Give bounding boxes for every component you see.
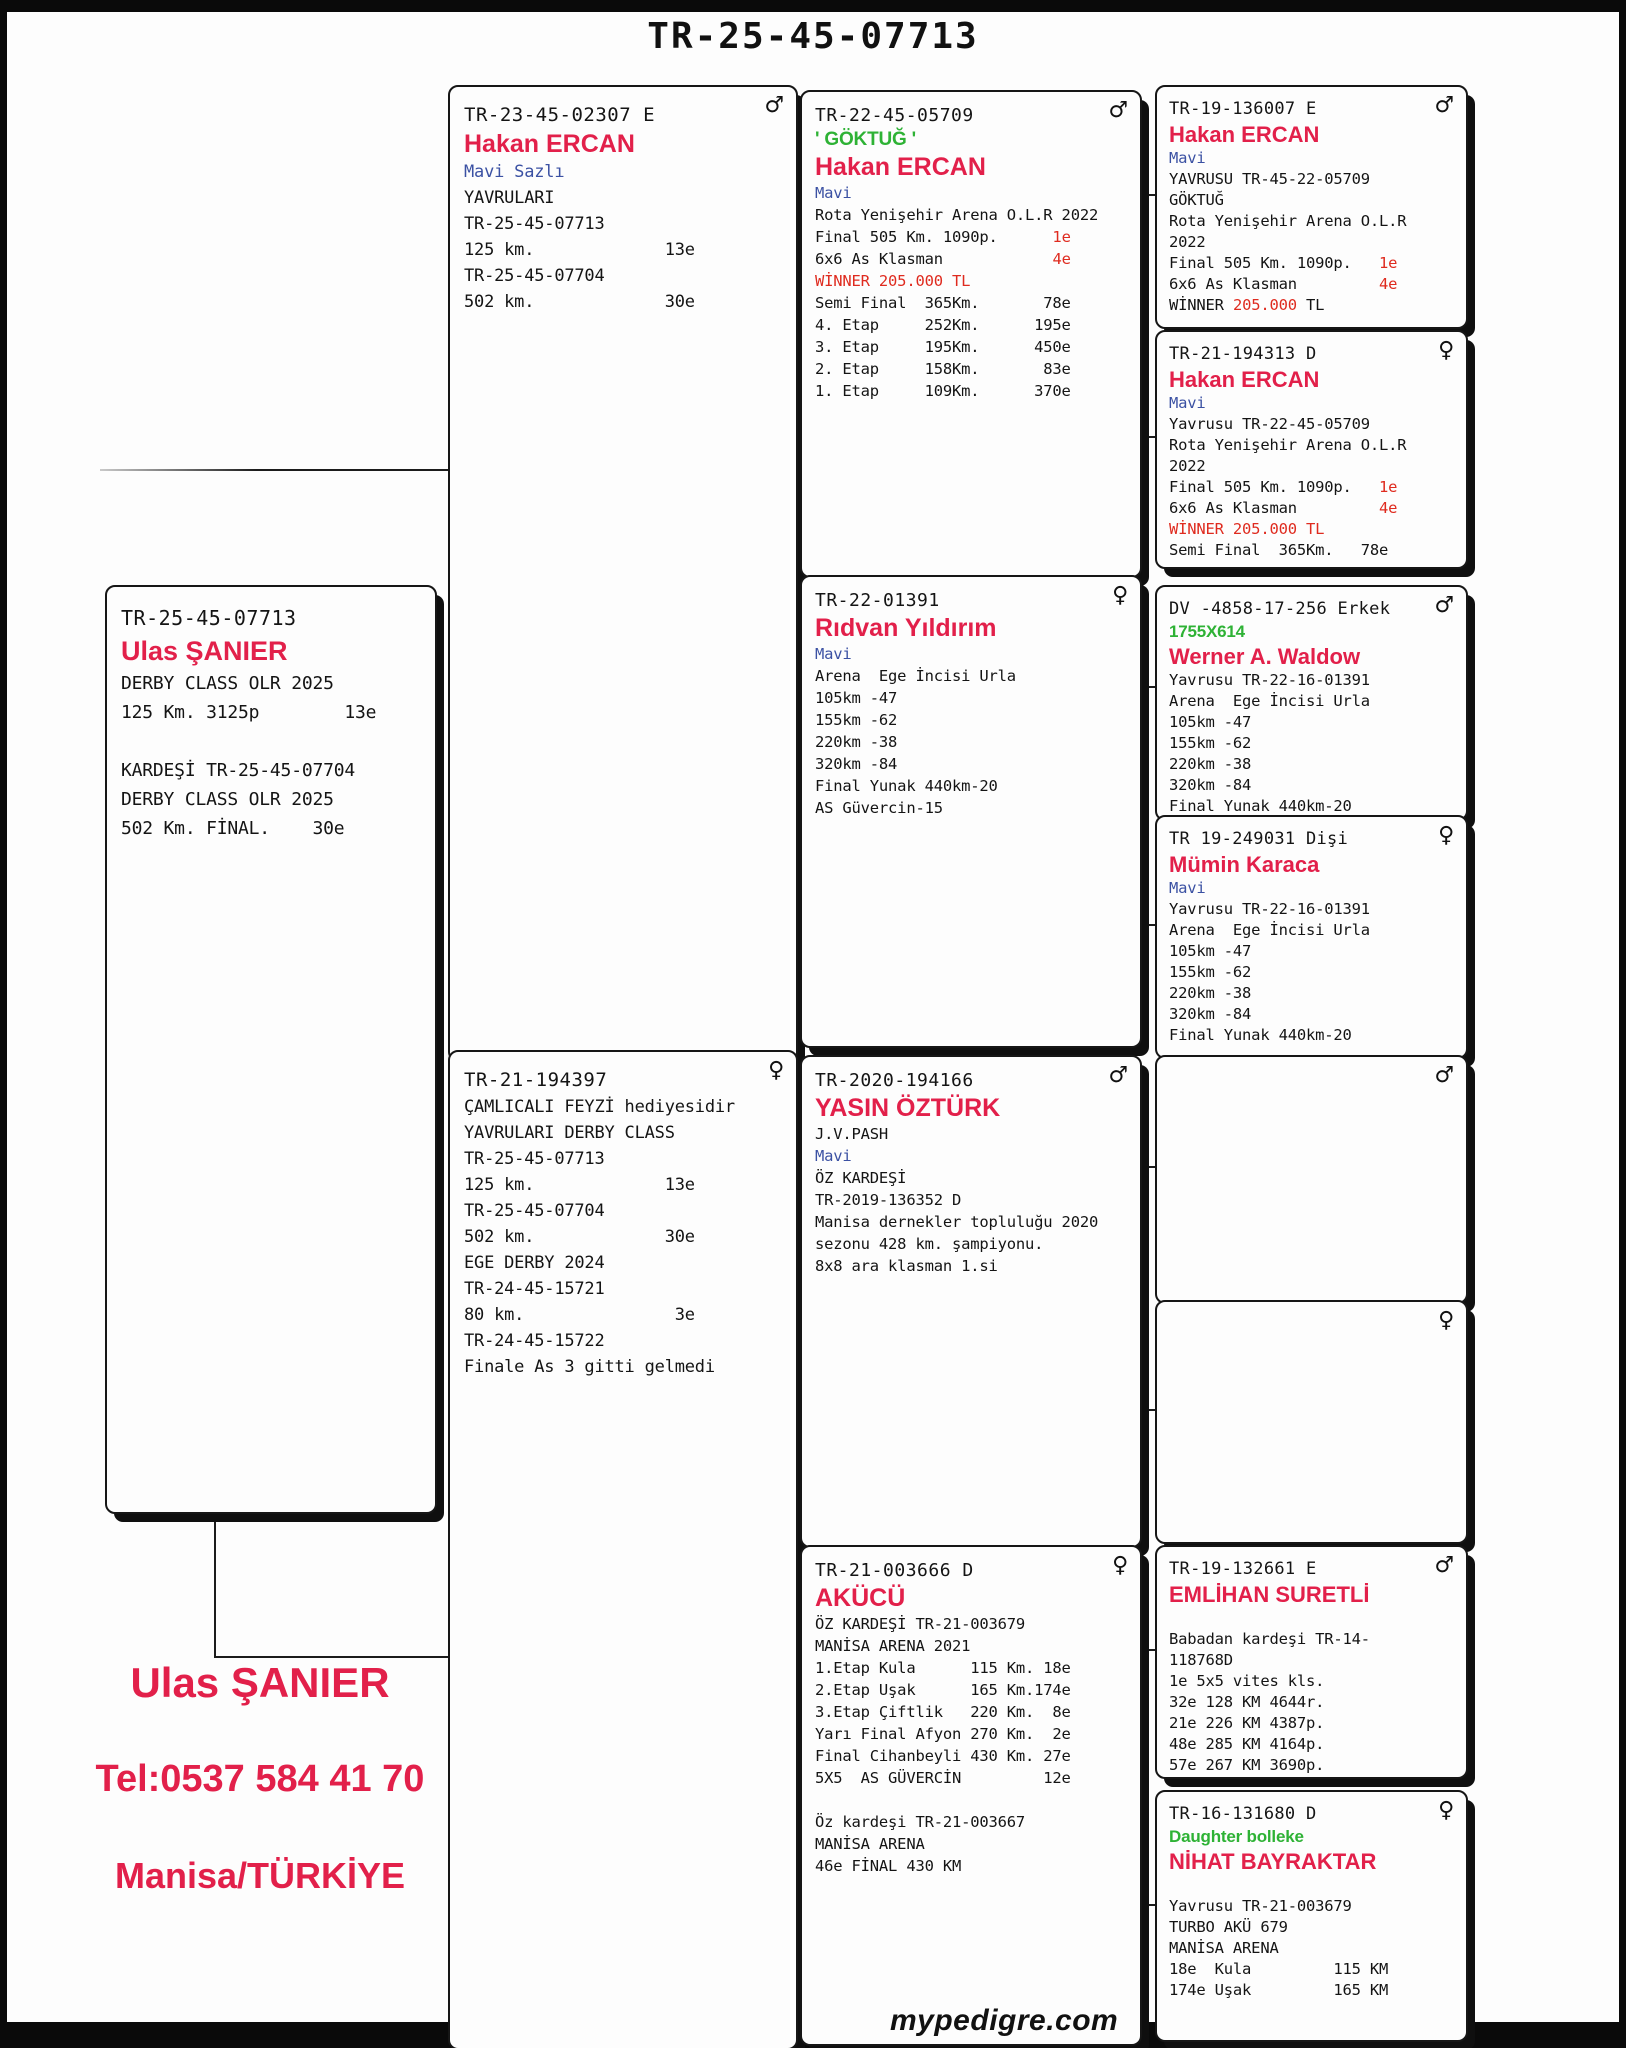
pedigree-line: YAVRUSU TR-45-22-05709	[1169, 170, 1370, 188]
pedigree-line: 125 km. 13e	[464, 1175, 695, 1195]
pedigree-line: Yarı Final Afyon 270 Km. 2e	[815, 1725, 1071, 1743]
pedigree-line: Arena Ege İncisi Urla	[815, 667, 1016, 685]
pedigree-line: NİHAT BAYRAKTAR	[1169, 1849, 1377, 1874]
pedigree-line: 32e 128 KM 4644r.	[1169, 1693, 1325, 1711]
pedigree-line: Yavrusu TR-22-16-01391	[1169, 900, 1370, 918]
pedigree-line: Rota Yenişehir Arena O.L.R	[1169, 436, 1407, 454]
pedigree-line: 6x6 As Klasman 4e	[1169, 499, 1398, 517]
pedigree-line: 2022	[1169, 233, 1206, 251]
pedigree-line: 21e 226 KM 4387p.	[1169, 1714, 1325, 1732]
pedigree-line: WİNNER 205.000 TL	[815, 272, 971, 290]
pedigree-line: Yavrusu TR-22-16-01391	[1169, 671, 1370, 689]
pedigree-box-g4-1	[1155, 85, 1468, 329]
pedigree-line: Öz kardeşi TR-21-003667	[815, 1813, 1026, 1831]
pedigree-line: TR-25-45-07713	[464, 214, 605, 234]
pedigree-line: Werner A. Waldow	[1169, 644, 1361, 669]
pedigree-line: 220km -38	[815, 733, 898, 751]
pedigree-line: 4. Etap 252Km. 195e	[815, 316, 1071, 334]
pedigree-line: 3.Etap Çiftlik 220 Km. 8e	[815, 1703, 1071, 1721]
pedigree-line: J.V.PASH	[815, 1125, 889, 1143]
pedigree-line: Yavrusu TR-21-003679	[1169, 1897, 1352, 1915]
pedigree-line: 105km -47	[1169, 713, 1252, 731]
male-symbol-icon: ♂	[764, 93, 784, 118]
pedigree-line: WİNNER 205.000 TL	[1169, 520, 1325, 538]
pedigree-line: sezonu 428 km. şampiyonu.	[815, 1235, 1044, 1253]
pedigree-line: YAVRULARI	[464, 188, 555, 208]
pedigree-line: MANİSA ARENA	[1169, 1939, 1279, 1957]
pedigree-line: TR-19-132661 E	[1169, 1559, 1317, 1579]
pedigree-line: Mavi	[815, 184, 852, 202]
pedigree-box-g3-2	[800, 575, 1142, 1048]
female-symbol-icon: ♀	[1438, 1308, 1454, 1333]
pedigree-line: 1.Etap Kula 115 Km. 18e	[815, 1659, 1071, 1677]
pedigree-line: TR 19-249031 Dişi	[1169, 829, 1349, 849]
pedigree-line: 220km -38	[1169, 755, 1252, 773]
pedigree-line: Hakan ERCAN	[464, 130, 635, 158]
pedigree-line: DERBY CLASS OLR 2025	[121, 789, 334, 810]
pedigree-line: DV -4858-17-256 Erkek	[1169, 599, 1391, 619]
pedigree-box-g4-8	[1155, 1790, 1468, 2042]
female-symbol-icon: ♀	[1438, 823, 1454, 848]
pedigree-box-g4-4	[1155, 815, 1468, 1059]
page-title: TR-25-45-07713	[647, 16, 979, 57]
frame-left-bar	[0, 0, 7, 2048]
pedigree-line: KARDEŞİ TR-25-45-07704	[121, 760, 356, 781]
pedigree-line: Daughter bolleke	[1169, 1827, 1304, 1846]
female-symbol-icon: ♀	[1112, 1553, 1128, 1578]
female-symbol-icon: ♀	[768, 1058, 784, 1083]
pedigree-line: Final Yunak 440km-20	[815, 777, 998, 795]
pedigree-line: 1. Etap 109Km. 370e	[815, 382, 1071, 400]
pedigree-line: EMLİHAN SURETLİ	[1169, 1582, 1370, 1607]
pedigree-box-g4-7	[1155, 1545, 1468, 1779]
pedigree-line: GÖKTUĞ	[1169, 191, 1224, 209]
pedigree-line: Rota Yenişehir Arena O.L.R	[1169, 212, 1407, 230]
pedigree-box-sire	[448, 85, 798, 1062]
pedigree-line: DERBY CLASS OLR 2025	[121, 673, 334, 694]
pedigree-line: 18e Kula 115 KM	[1169, 1960, 1389, 1978]
pedigree-line: WİNNER 205.000 TL	[1169, 296, 1325, 314]
female-symbol-icon: ♀	[1112, 583, 1128, 608]
pedigree-line: YAVRULARI DERBY CLASS	[464, 1123, 675, 1143]
pedigree-line: TR-25-45-07704	[464, 266, 605, 286]
pedigree-line: Final 505 Km. 1090p. 1e	[815, 228, 1071, 246]
pedigree-line: Arena Ege İncisi Urla	[1169, 921, 1370, 939]
pedigree-line: TR-21-194313 D	[1169, 344, 1317, 364]
pedigree-line: Ulas ŞANIER	[121, 636, 288, 666]
pedigree-box-subject	[105, 585, 437, 1514]
pedigree-line: ÖZ KARDEŞİ	[815, 1169, 907, 1187]
pedigree-line: 502 Km. FİNAL. 30e	[121, 818, 345, 839]
pedigree-line: 502 km. 30e	[464, 1227, 695, 1247]
pedigree-line: 155km -62	[1169, 734, 1252, 752]
pedigree-line: 2.Etap Uşak 165 Km.174e	[815, 1681, 1071, 1699]
pedigree-line: 125 km. 13e	[464, 240, 695, 260]
pedigree-line: Rota Yenişehir Arena O.L.R 2022	[815, 206, 1099, 224]
pedigree-line: Yavrusu TR-22-45-05709	[1169, 415, 1370, 433]
pedigree-line: ' GÖKTUĞ '	[815, 129, 916, 150]
pedigree-line: 57e 267 KM 3690p.	[1169, 1756, 1325, 1774]
breeder-contact	[80, 1660, 440, 1896]
pedigree-line: 105km -47	[815, 689, 898, 707]
pedigree-line: 155km -62	[1169, 963, 1252, 981]
connector-line	[100, 469, 448, 471]
pedigree-line	[1169, 1608, 1454, 1629]
pedigree-line: Semi Final 365Km. 78e	[1169, 541, 1389, 559]
frame-top-bar	[0, 0, 1626, 12]
pedigree-line: TR-24-45-15721	[464, 1279, 605, 1299]
pedigree-line: Semi Final 365Km. 78e	[815, 294, 1071, 312]
pedigree-line: ÖZ KARDEŞİ TR-21-003679	[815, 1615, 1026, 1633]
pedigree-line: 8x8 ara klasman 1.si	[815, 1257, 998, 1275]
pedigree-line: Mavi	[1169, 394, 1206, 412]
pedigree-line: MANİSA ARENA 2021	[815, 1637, 971, 1655]
pedigree-line: TR-2019-136352 D	[815, 1191, 962, 1209]
pedigree-line: TR-21-194397	[464, 1069, 608, 1091]
watermark-logo: mypedigre.com	[880, 2004, 1128, 2038]
pedigree-line: 1e 5x5 vites kls.	[1169, 1672, 1325, 1690]
pedigree-line: 125 Km. 3125p 13e	[121, 702, 377, 723]
pedigree-line: 2. Etap 158Km. 83e	[815, 360, 1071, 378]
pedigree-line: Mavi	[1169, 149, 1206, 167]
pedigree-line	[1169, 1875, 1454, 1896]
pedigree-line: TR-23-45-02307 E	[464, 104, 656, 126]
pedigree-line: Final Yunak 440km-20	[1169, 797, 1352, 815]
pedigree-line: Mavi	[815, 645, 852, 663]
pedigree-line: Final 505 Km. 1090p. 1e	[1169, 478, 1398, 496]
male-symbol-icon: ♂	[1434, 1553, 1454, 1578]
pedigree-line: Mavi	[1169, 879, 1206, 897]
male-symbol-icon: ♂	[1434, 93, 1454, 118]
pedigree-line: Mümin Karaca	[1169, 852, 1320, 877]
pedigree-line: TR-21-003666 D	[815, 1560, 974, 1581]
pedigree-line: TR-24-45-15722	[464, 1331, 605, 1351]
pedigree-line: 220km -38	[1169, 984, 1252, 1002]
pedigree-line: TR-19-136007 E	[1169, 99, 1317, 119]
pedigree-line: 320km -84	[1169, 776, 1252, 794]
pedigree-line: Babadan kardeşi TR-14-	[1169, 1630, 1370, 1648]
pedigree-line: 48e 285 KM 4164p.	[1169, 1735, 1325, 1753]
male-symbol-icon: ♂	[1434, 593, 1454, 618]
pedigree-line: Finale As 3 gitti gelmedi	[464, 1357, 715, 1377]
pedigree-line: EGE DERBY 2024	[464, 1253, 605, 1273]
breeder-location: Manisa/TÜRKİYE	[114, 1855, 406, 1896]
pedigree-line: TR-22-45-05709	[815, 105, 974, 126]
pedigree-line: 502 km. 30e	[464, 292, 695, 312]
pedigree-line: 320km -84	[815, 755, 898, 773]
pedigree-line: Arena Ege İncisi Urla	[1169, 692, 1370, 710]
pedigree-line: Hakan ERCAN	[1169, 367, 1320, 392]
male-symbol-icon: ♂	[1108, 1063, 1128, 1088]
female-symbol-icon: ♀	[1438, 1798, 1454, 1823]
pedigree-line: Manisa dernekler topluluğu 2020	[815, 1213, 1099, 1231]
pedigree-line: Final Cihanbeyli 430 Km. 27e	[815, 1747, 1071, 1765]
pedigree-line: TURBO AKÜ 679	[1169, 1918, 1288, 1936]
pedigree-line: Mavi Sazlı	[464, 162, 565, 182]
pedigree-line: 2022	[1169, 457, 1206, 475]
pedigree-line: 105km -47	[1169, 942, 1252, 960]
pedigree-box-dam	[448, 1050, 798, 2048]
pedigree-line: Hakan ERCAN	[815, 153, 986, 181]
pedigree-line: 320km -84	[1169, 1005, 1252, 1023]
pedigree-line	[815, 1789, 1127, 1811]
pedigree-line: ÇAMLICALI FEYZİ hediyesidir	[464, 1097, 735, 1117]
breeder-name: Ulas ŞANIER	[130, 1659, 390, 1706]
pedigree-line: TR-25-45-07704	[464, 1201, 605, 1221]
pedigree-line: 1755X614	[1169, 622, 1245, 641]
pedigree-line: Final 505 Km. 1090p. 1e	[1169, 254, 1398, 272]
pedigree-line: 155km -62	[815, 711, 898, 729]
pedigree-line	[121, 727, 421, 756]
male-symbol-icon: ♂	[1108, 98, 1128, 123]
pedigree-line: TR-25-45-07713	[121, 606, 297, 630]
pedigree-line: AS Güvercin-15	[815, 799, 943, 817]
pedigree-box-g4-3	[1155, 585, 1468, 821]
pedigree-line: MANİSA ARENA	[815, 1835, 925, 1853]
pedigree-line: 3. Etap 195Km. 450e	[815, 338, 1071, 356]
pedigree-line: Rıdvan Yıldırım	[815, 614, 997, 642]
pedigree-line: 6x6 As Klasman 4e	[1169, 275, 1398, 293]
pedigree-line: 80 km. 3e	[464, 1305, 695, 1325]
breeder-phone: Tel:0537 584 41 70	[95, 1758, 425, 1800]
pedigree-box-g4-2	[1155, 330, 1468, 569]
male-symbol-icon: ♂	[1434, 1063, 1454, 1088]
pedigree-line: TR-16-131680 D	[1169, 1804, 1317, 1824]
pedigree-box-g3-4	[800, 1545, 1142, 2046]
pedigree-line: 174e Uşak 165 KM	[1169, 1981, 1389, 1999]
pedigree-box-g3-1	[800, 90, 1142, 578]
pedigree-line: AKÜCÜ	[815, 1584, 906, 1612]
pedigree-line: 5X5 AS GÜVERCİN 12e	[815, 1769, 1071, 1787]
pedigree-box-g4-6	[1155, 1300, 1468, 1544]
pedigree-line: Mavi	[815, 1147, 852, 1165]
pedigree-line: 46e FİNAL 430 KM	[815, 1857, 962, 1875]
pedigree-line: 6x6 As Klasman 4e	[815, 250, 1071, 268]
pedigree-line: TR-22-01391	[815, 590, 940, 611]
pedigree-line: YASIN ÖZTÜRK	[815, 1094, 1001, 1122]
pedigree-box-g3-3	[800, 1055, 1142, 1548]
pedigree-line: 118768D	[1169, 1651, 1233, 1669]
female-symbol-icon: ♀	[1438, 338, 1454, 363]
pedigree-line: Hakan ERCAN	[1169, 122, 1320, 147]
frame-right-bar	[1619, 0, 1626, 2048]
pedigree-line: TR-25-45-07713	[464, 1149, 605, 1169]
pedigree-line: TR-2020-194166	[815, 1070, 974, 1091]
connector-line	[214, 1656, 448, 1658]
pedigree-line: Final Yunak 440km-20	[1169, 1026, 1352, 1044]
pedigree-box-g4-5	[1155, 1055, 1468, 1304]
